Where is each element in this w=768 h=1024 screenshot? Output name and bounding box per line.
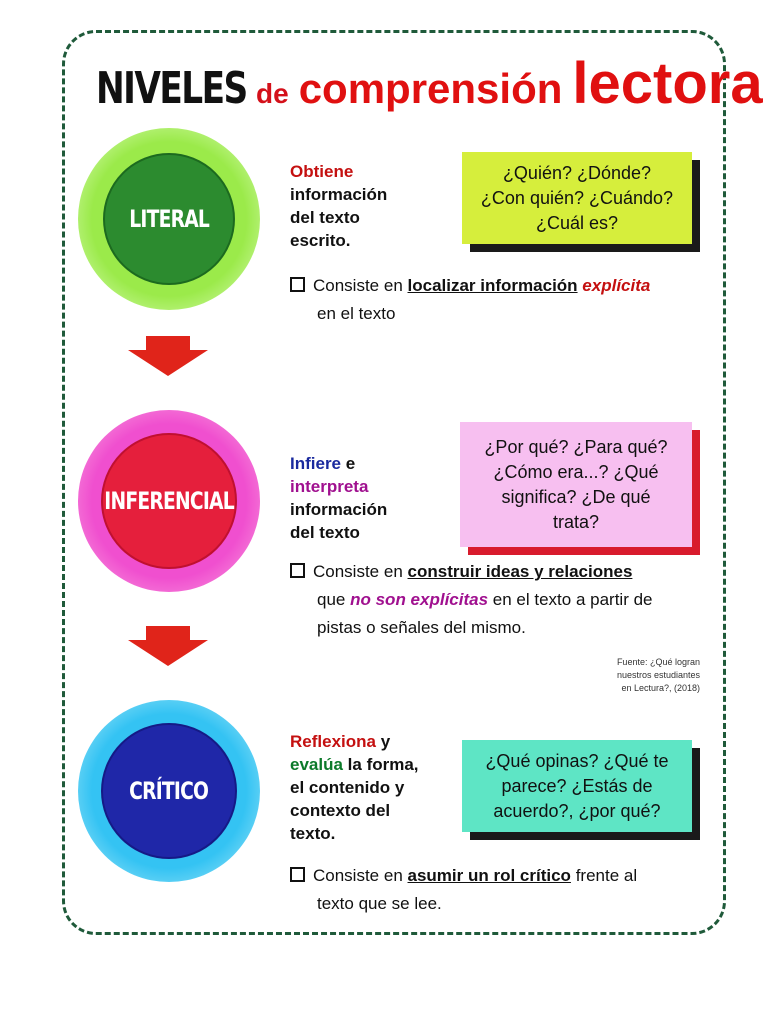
title-niveles: NIVELES — [96, 63, 247, 114]
source-line: nuestros estudiantes — [616, 670, 700, 680]
bullet-text: texto que se lee. — [317, 894, 442, 913]
inferencial-question-line: ¿Por qué? ¿Para qué? — [484, 436, 668, 457]
bullet-text: en el texto — [317, 304, 396, 323]
bullet-text: Consiste en — [313, 276, 403, 295]
inferencial-bullet — [290, 558, 653, 642]
inferencial-desc-line3: información — [290, 500, 388, 519]
literal-desc-line3: del texto — [290, 208, 360, 227]
literal-bullet — [290, 272, 650, 328]
critico-inner-circle — [101, 723, 237, 859]
literal-desc-line2: información — [290, 185, 388, 204]
bullet-underlined: localizar información — [407, 276, 578, 295]
inferencial-description — [290, 452, 387, 544]
bullet-text: Consiste en — [313, 562, 403, 581]
bullet-text: Consiste en — [313, 866, 403, 885]
critico-bullet — [290, 862, 637, 918]
checkbox-icon — [290, 867, 305, 882]
bullet-text: frente al — [575, 866, 638, 885]
literal-question-line: ¿Cuál es? — [535, 212, 619, 233]
critico-questions-box — [462, 740, 692, 832]
literal-desc-line4: escrito. — [290, 231, 351, 250]
inferencial-inner-circle — [101, 433, 237, 569]
literal-label: LITERAL — [129, 205, 209, 233]
inferencial-desc-verb2: interpreta — [290, 477, 369, 496]
literal-description — [290, 160, 387, 252]
critico-question-line: acuerdo?, ¿por qué? — [493, 800, 661, 821]
bullet-underlined: construir ideas y relaciones — [407, 562, 633, 581]
literal-desc-verb: Obtiene — [290, 162, 354, 181]
literal-question-line: ¿Con quién? ¿Cuándo? — [480, 187, 674, 208]
source-citation — [560, 656, 700, 695]
bullet-emphasis: explícita — [582, 276, 651, 295]
source-line: Fuente: ¿Qué logran — [616, 657, 700, 667]
critico-circle — [78, 700, 260, 882]
literal-circle — [78, 128, 260, 310]
critico-desc-line4: contexto del — [290, 801, 391, 820]
literal-question-line: ¿Quién? ¿Dónde? — [502, 162, 652, 183]
source-line: en Lectura?, (2018) — [621, 683, 700, 693]
desc-conjunction: y — [380, 732, 391, 751]
bullet-text: que — [317, 590, 346, 609]
inferencial-desc-line4: del texto — [290, 523, 360, 542]
literal-questions-box — [462, 152, 692, 244]
inferencial-questions-box — [460, 422, 692, 547]
critico-desc-line5: texto. — [290, 824, 336, 843]
checkbox-icon — [290, 277, 305, 292]
critico-description — [290, 730, 419, 845]
literal-inner-circle — [103, 153, 235, 285]
bullet-text: pistas o señales del mismo. — [317, 618, 526, 637]
inferencial-desc-verb: Infiere — [290, 454, 342, 473]
critico-desc-verb2: evalúa — [290, 755, 343, 774]
desc-conjunction: e — [345, 454, 356, 473]
critico-question-line: parece? ¿Estás de — [501, 775, 653, 796]
bullet-emphasis: no son explícitas — [350, 590, 489, 609]
critico-desc-line3: el contenido y — [290, 778, 405, 797]
inferencial-label: INFERENCIAL — [104, 487, 234, 515]
title-lectora: lectora — [572, 51, 763, 116]
title-de: de — [256, 78, 289, 109]
inferencial-question-line: ¿Cómo era...? ¿Qué — [493, 461, 659, 482]
inferencial-question-line: trata? — [552, 511, 600, 532]
down-arrow-icon — [128, 336, 208, 394]
bullet-underlined: asumir un rol crítico — [407, 866, 571, 885]
critico-desc-verb: Reflexiona — [290, 732, 376, 751]
desc-text: la forma, — [347, 755, 419, 774]
inferencial-circle — [78, 410, 260, 592]
down-arrow-icon — [128, 626, 208, 684]
checkbox-icon — [290, 563, 305, 578]
title-comprension: comprensión — [298, 65, 563, 112]
critico-question-line: ¿Qué opinas? ¿Qué te — [485, 750, 669, 771]
page-title — [96, 50, 763, 116]
inferencial-question-line: significa? ¿De qué — [501, 486, 651, 507]
bullet-text: en el texto a partir de — [492, 590, 653, 609]
critico-label: CRÍTICO — [129, 777, 209, 805]
